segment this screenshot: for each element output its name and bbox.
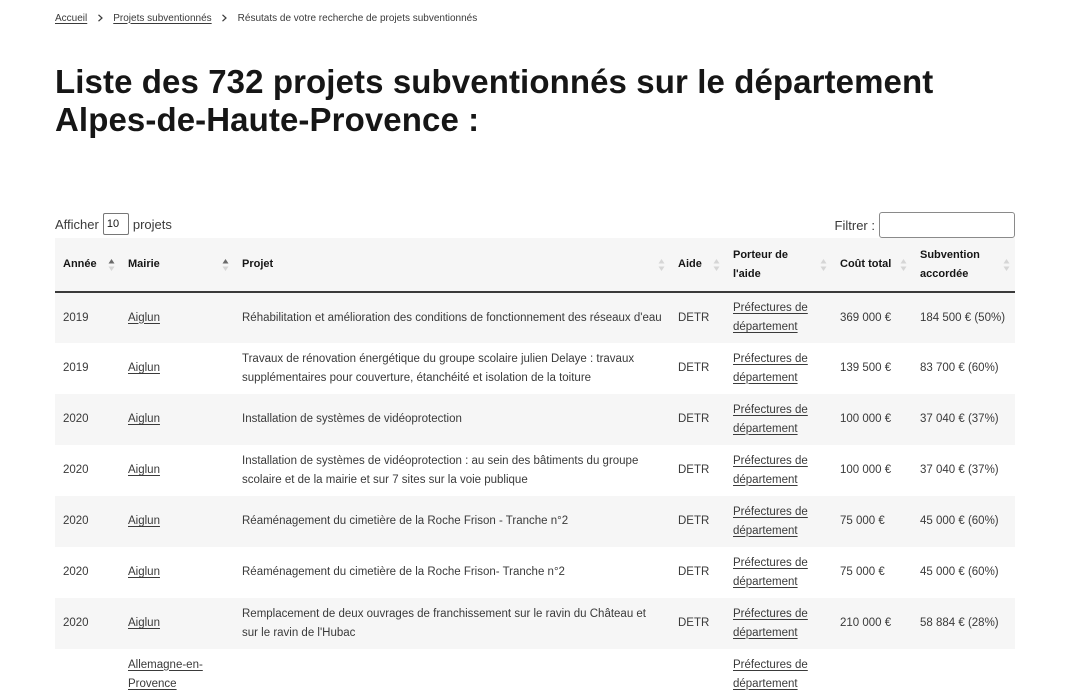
table-row [55,445,1015,496]
mairie-link[interactable]: Aiglun [128,311,160,324]
table-header-row [55,238,1015,292]
chevron-right-icon [221,14,229,22]
cell-cout: 100 000 € [840,413,892,425]
sort-icon [1003,258,1010,271]
cell-aide [670,649,725,700]
sort-icon [222,258,229,271]
chevron-right-icon [96,14,104,22]
cell-mairie [120,394,234,445]
cell-projet: Installation de systèmes de vidéoprotection : au sein des bâtiments du groupe scolaire et de la mairie et sur 7 sites sur la voie publique [242,454,639,486]
sort-icon [820,258,827,271]
cell-porteur [725,445,832,496]
page-length-suffix: projets [132,216,172,232]
porteur-link[interactable]: Préfectures de département [733,658,808,690]
projects-table [55,238,1015,700]
sort-icon [108,258,115,271]
cell-aide: DETR [678,413,710,425]
table-row [55,496,1015,547]
cell-cout: 369 000 € [840,311,892,324]
cell-porteur [725,649,832,700]
cell-annee [55,649,120,700]
table-row [55,343,1015,394]
cell-porteur [725,547,832,598]
cell-projet: Installation de systèmes de vidéoprotection [242,413,462,425]
cell-annee: 2020 [63,566,89,578]
sort-icon [713,258,720,271]
cell-aide: DETR [678,362,710,374]
mairie-link[interactable]: Aiglun [128,566,160,578]
column-header-annee[interactable]: Année [55,238,120,292]
cell-cout: 75 000 € [840,566,885,578]
cell-cout: 139 500 € [840,362,892,374]
cell-mairie [120,496,234,547]
cell-cout: 100 000 € [840,464,892,476]
cell-porteur [725,394,832,445]
cell-mairie [120,292,234,343]
porteur-link[interactable]: Préfectures de département [733,454,808,486]
cell-porteur [725,598,832,649]
cell-aide: DETR [678,566,710,578]
cell-cout: 210 000 € [840,617,892,629]
cell-projet: Réaménagement du cimetière de la Roche Frison - Tranche n°2 [242,515,569,527]
filter-input[interactable] [879,212,1015,238]
mairie-link[interactable]: Aiglun [128,515,160,527]
projects-table-wrapper [55,238,1015,690]
column-header-projet[interactable]: Projet [234,238,670,292]
column-header-subvention[interactable]: Subvention accordée [912,238,1015,292]
cell-mairie [120,649,234,700]
cell-porteur [725,496,832,547]
cell-mairie [120,343,234,394]
cell-annee: 2020 [63,464,89,476]
cell-subvention: 83 700 € (60%) [920,362,999,374]
cell-cout: 75 000 € [840,515,885,527]
cell-aide: DETR [678,311,710,324]
porteur-link[interactable]: Préfectures de département [733,607,808,639]
cell-annee: 2020 [63,515,89,527]
porteur-link[interactable]: Préfectures de département [733,505,808,537]
mairie-link[interactable]: Aiglun [128,362,160,374]
cell-subvention: 37 040 € (37%) [920,464,999,476]
column-header-mairie[interactable]: Mairie [120,238,234,292]
cell-aide: DETR [678,617,710,629]
table-row [55,547,1015,598]
page-length-label: Afficher [55,216,99,232]
table-row [55,292,1015,343]
cell-annee: 2020 [63,413,89,425]
table-row [55,649,1015,700]
cell-projet: Remplacement de deux ouvrages de franchissement sur le ravin du Château et sur le ravin de l'Hubac [242,607,647,639]
breadcrumb-link-home[interactable]: Accueil [55,12,88,24]
mairie-link[interactable]: Allemagne-en-Provence [128,658,203,690]
cell-mairie [120,598,234,649]
cell-subvention: 37 040 € (37%) [920,413,999,425]
porteur-link[interactable]: Préfectures de département [733,352,808,384]
cell-projet: Réaménagement du cimetière de la Roche Frison- Tranche n°2 [242,566,565,578]
cell-aide: DETR [678,464,710,476]
cell-subvention: 45 000 € (60%) [920,515,999,527]
breadcrumb [55,11,477,25]
cell-annee: 2020 [63,617,89,629]
cell-subvention: 184 500 € (50%) [920,311,1006,324]
sort-icon [658,258,665,271]
mairie-link[interactable]: Aiglun [128,617,160,629]
porteur-link[interactable]: Préfectures de département [733,556,808,588]
mairie-link[interactable]: Aiglun [128,413,160,425]
cell-annee: 2019 [63,311,89,324]
porteur-link[interactable]: Préfectures de département [733,403,808,435]
cell-aide: DETR [678,515,710,527]
breadcrumb-current: Résutats de votre recherche de projets subventionnés [237,12,478,24]
cell-subvention [912,649,1015,700]
cell-projet [234,649,670,700]
porteur-link[interactable]: Préfectures de département [733,302,808,333]
sort-icon [900,258,907,271]
cell-annee: 2019 [63,362,89,374]
page-title: Liste des 732 projets subventionnés sur le département Alpes-de-Haute-Provence : [55,63,934,138]
column-header-aide[interactable]: Aide [670,238,725,292]
cell-subvention: 58 884 € (28%) [920,617,999,629]
filter-label: Filtrer : [834,217,875,233]
column-header-porteur[interactable]: Porteur de l'aide [725,238,832,292]
cell-projet: Réhabilitation et amélioration des conditions de fonctionnement des réseaux d'eau [242,311,662,324]
cell-subvention: 45 000 € (60%) [920,566,999,578]
cell-porteur [725,292,832,343]
column-header-cout[interactable]: Coût total [832,238,912,292]
cell-projet: Travaux de rénovation énergétique du groupe scolaire julien Delaye : travaux supplémentaires pour couverture, étanchéité et isolation de la toiture [242,352,635,384]
filter-control [835,212,1015,238]
mairie-link[interactable]: Aiglun [128,464,160,476]
cell-mairie [120,445,234,496]
table-row [55,394,1015,445]
page-length-select[interactable]: 10 [103,213,129,235]
cell-mairie [120,547,234,598]
cell-cout [832,649,912,700]
table-row [55,598,1015,649]
breadcrumb-link-projects[interactable]: Projets subventionnés [113,12,212,24]
page-length-control [55,212,172,236]
cell-porteur [725,343,832,394]
